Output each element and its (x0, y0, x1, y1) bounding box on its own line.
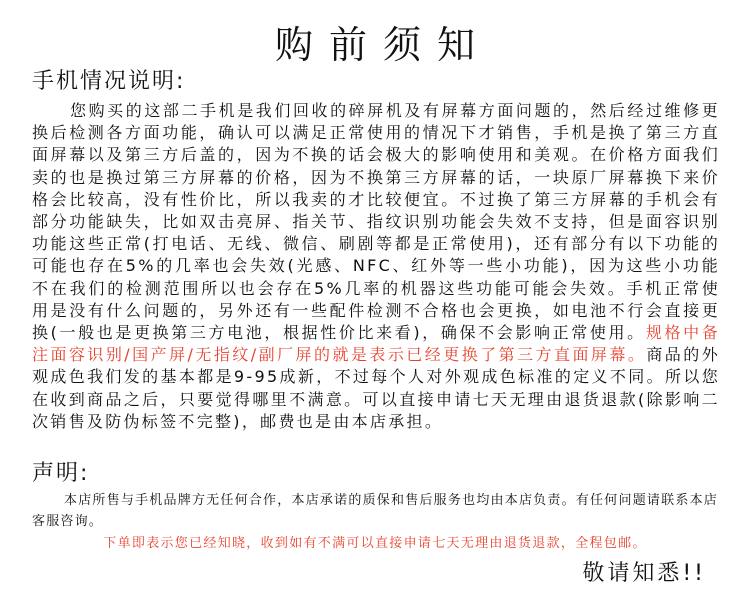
declaration-text: 本店所售与手机品牌方无任何合作，本店承诺的质保和售后服务也均由本店负责。有任何问题请联系本店客服咨询。 (32, 493, 718, 529)
phone-condition-paragraph (32, 100, 720, 433)
signoff: 敬请知悉!! (582, 561, 706, 586)
phone-condition-text-part1: 您购买的这部二手机是我们回收的碎屏机及有屏幕方面问题的，然后经过维修更换后检测各方面功能，确认可以满足正常使用的情况下才销售，手机是换了第三方直面屏幕以及第三方后盖的，因为不换的话会极大的影响使用和美观。在价格方面我们卖的也是换过第三方屏幕的价格，因为不换第三方屏幕的话，一块原厂屏幕换下来价格会比较高，没有性价比，所以我卖的才比较便宜。不过换了第三方屏幕的手机会有部分功能缺失，比如双击亮屏、指关节、指纹识别功能会失效不支持，但是面容识别功能这些正常(打电话、无线、微信、刷剧等都是正常使用)，还有部分有以下功能的可能也存在5%的几率也会失效(光感、NFC、红外等一些小功能)，因为这些小功能不在我们的检测范围所以也会存在5%几率的机器这些功能可能会失效。手机正常使用是没有什么问题的，另外还有一些配件检测不合格也会更换，如电池不行会直接更换(一般也是更换第三方电池，根据性价比来看)，确保不会影响正常使用。 (32, 101, 720, 343)
order-notice: 下单即表示您已经知晓，收到如有不满可以直接申请七天无理由退货退款，全程包邮。 (103, 536, 647, 551)
phone-condition-heading: 手机情况说明: (32, 69, 186, 94)
page-title: 购前须知 (274, 23, 491, 67)
phone-condition-text-part2: 商品的外观成色我们发的基本都是9-95成新，不过每个人对外观成色标准的定义不同。所以您在收到商品之后，只要觉得哪里不满意。可以直接申请七天无理由退货退款(除影响二次销售及防伪标签不完整)，邮费也是由本店承担。 (32, 345, 720, 431)
phone-condition-highlight: 规格中备注面容识别/国产屏/无指纹/副厂屏的就是表示已经更换了第三方直面屏幕。 (32, 323, 720, 365)
declaration-heading: 声明: (32, 461, 90, 486)
